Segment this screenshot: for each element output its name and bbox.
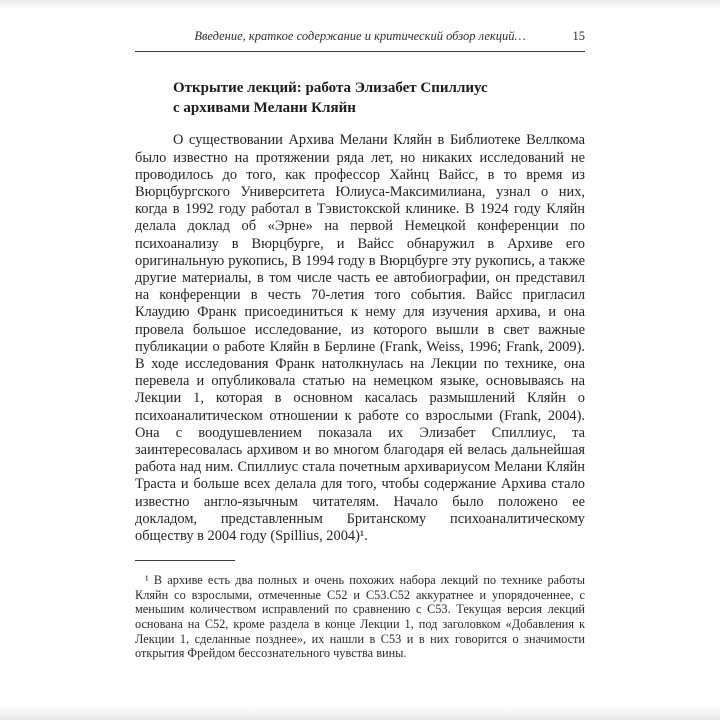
page-number: 15 [572,29,585,43]
scan-edge-top [0,0,720,9]
header-rule [135,51,585,52]
footnote-separator [135,560,235,561]
footnote-text: ¹ В архиве есть два полных и очень похожих набора лекций по технике работы Кляйн со взрослыми, отмеченные С52 и С53.С52 аккуратнее и упорядоченнее, с меньшим количеством исправлений по сравнению с С53. Текущая версия лекций основана на С52, кроме раздела в конце Лекции 1, под заголовком «Добавления к Лекции 1, сделанные позднее», их нашли в С53 и в них говорится о значимости открытия Фрейдом бессознательного чувства вины. [135,572,585,661]
section-heading-line-2: с архивами Мелани Кляйн [173,100,356,116]
scan-edge-bottom [0,706,720,720]
running-title: Введение, краткое содержание и критический обзор лекций… [194,29,526,43]
section-heading [173,78,585,118]
section-heading-line-1: Открытие лекций: работа Элизабет Спиллиус [173,80,488,96]
page-text-block [135,28,585,673]
running-header [135,28,585,51]
body-paragraph: О существовании Архива Мелани Кляйн в Библиотеке Веллкома было известно на протяжении ряда лет, но никаких исследований не проводилось до того, как профессор Хайнц Вайсс, в то время из Вюрцбургского Университета Юлиуса-Максимилиана, узнал о них, когда в 1992 году работал в Тэвистокской клинике. В 1924 году Кляйн делала доклад об «Эрне» на первой Немецкой конференции по психоанализу в Вюрцбурге, и Вайсс обнаружил в Архиве его оригинальную рукопись, В 1994 году в Вюрцбурге эту рукопись, а также другие материалы, в том числе часть ее автобиографии, он представил на конференции в честь 70-летия того события. Вайсс пригласил Клаудию Франк присоединиться к нему для изучения архива, и она провела большое исследование, из которого вышли в свет важные публикации о работе Кляйн в Берлине (Frank, Weiss, 1996; Frank, 2009). В ходе исследования Франк натолкнулась на Лекции по технике, она перевела и опубликовала статью на немецком языке, основываясь на Лекции 1, которая в основном касалась размышлений Кляйн о психоаналитическом отношении к работе со взрослыми (Frank, 2004). Она с воодушевлением показала их Элизабет Спиллиус, та заинтересовалась архивом и во многом благодаря ей велась дальнейшая работа над ним. Спиллиус стала почетным архивариусом Мелани Кляйн Траста и больше всех делала для того, чтобы содержание Архива стало известно англо-язычным читателям. Начало было положено ее докладом, представленным Британскому психоаналитическому обществу в 2004 году (Spillius, 2004)¹. [135,132,585,545]
